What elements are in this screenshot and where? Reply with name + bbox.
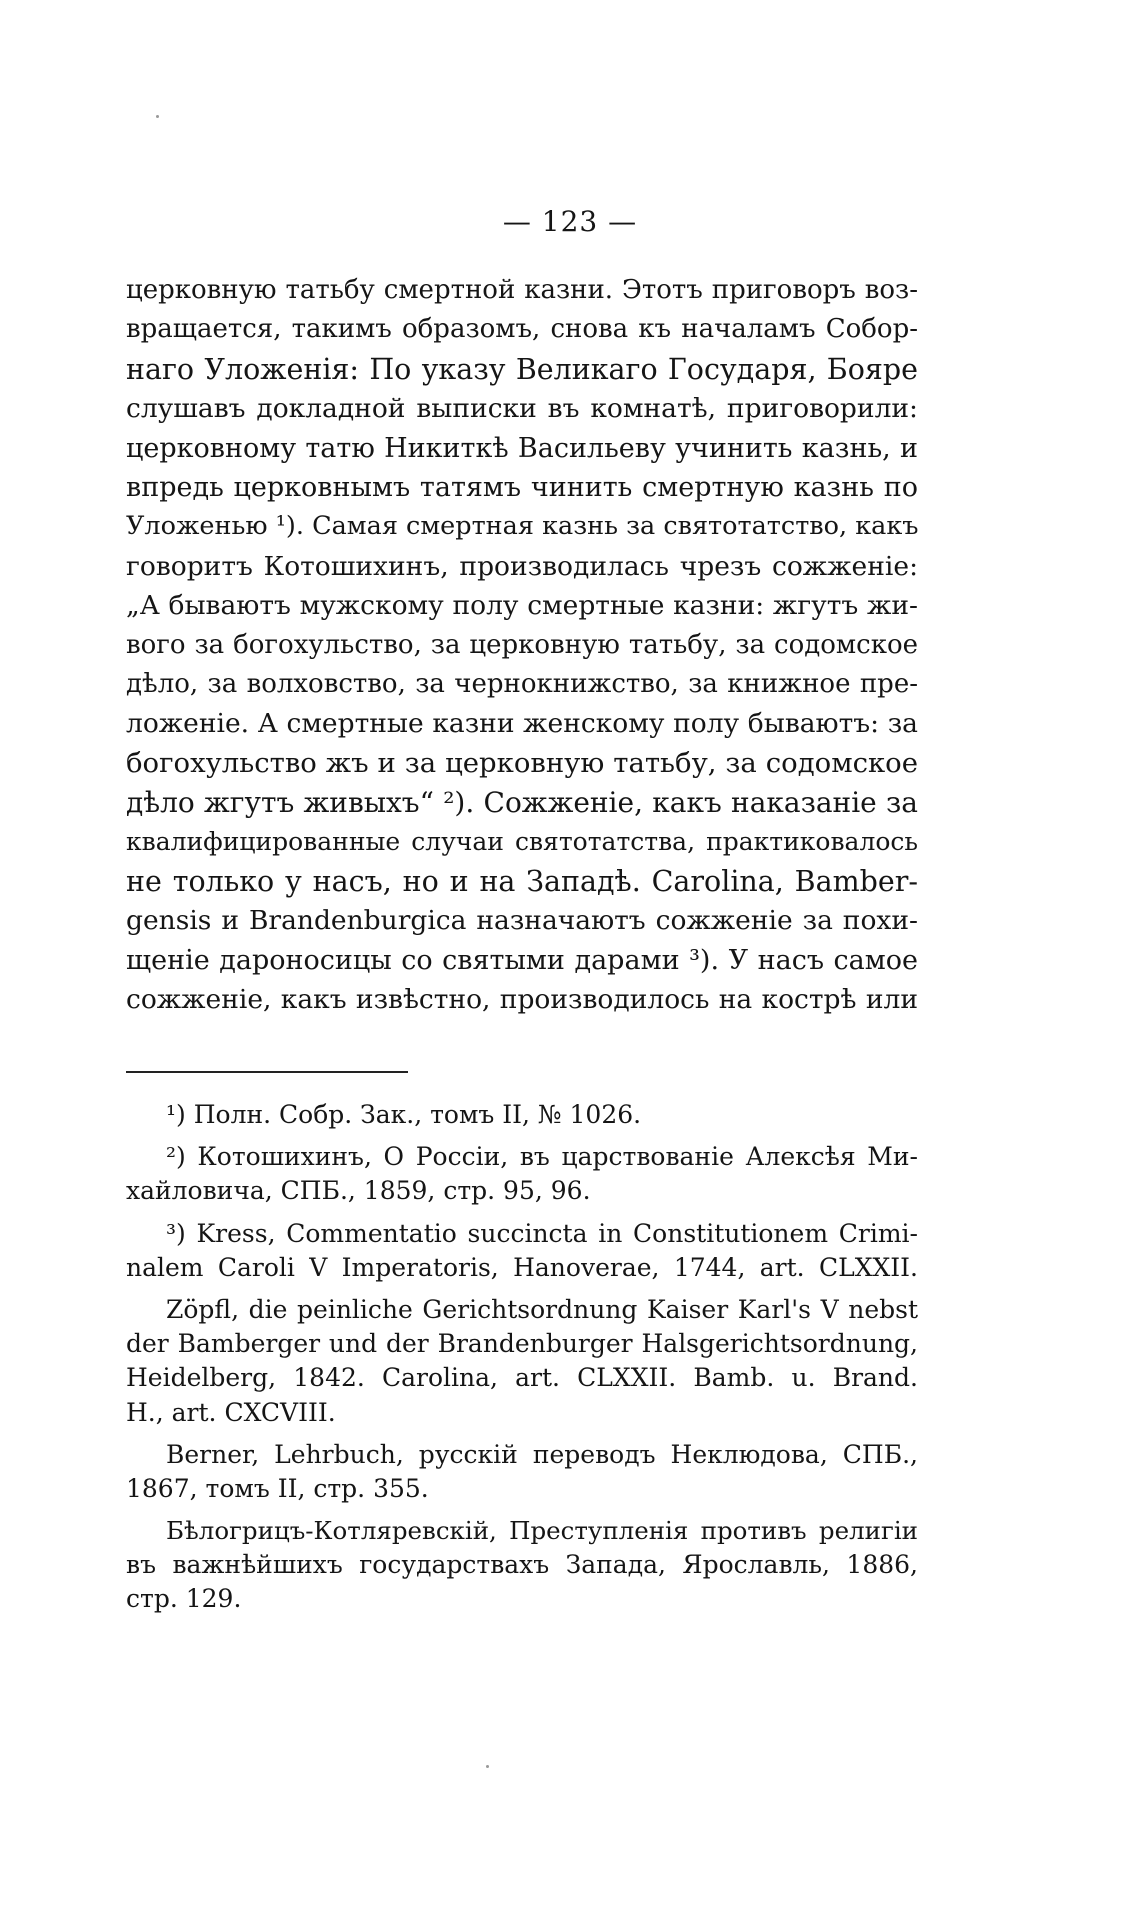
reference-belogrits-cont: въ важнѣйшихъ государствахъ Запада, Ярославль, 1886, — [126, 1550, 918, 1580]
text-line: дѣло, за волховство, за чернокнижство, за книжное пре- — [126, 668, 918, 699]
reference-zopfl: Zöpfl, die peinliche Gerichtsordnung Kaiser Karl's V nebst — [166, 1294, 918, 1324]
footnotes — [126, 1098, 918, 1617]
reference-zopfl-cont: der Bamberger und der Brandenburger Halsgerichtsordnung, — [126, 1329, 918, 1359]
text-line: вого за богохульство, за церковную татьбу, за содомское — [126, 629, 918, 660]
text-line: квалифицированные случаи святотатства, практиковалось — [126, 827, 918, 857]
reference-zopfl-cont: Heidelberg, 1842. Carolina, art. CLXXII. Bamb. u. Brand. — [126, 1363, 918, 1393]
text-line: „А бываютъ мужскому полу смертные казни: жгутъ жи- — [126, 590, 918, 622]
main-text — [126, 271, 918, 1019]
footnote-divider — [126, 1071, 408, 1073]
footnote-3: ³) Kress, Commentatio succincta in Constitutionem Crimi- — [166, 1218, 918, 1248]
text-line: щеніе дароносицы со святыми дарами ³). У насъ самое — [126, 944, 918, 976]
footnote-2: ²) Котошихинъ, О Россіи, въ царствованіе Алексѣя Ми- — [166, 1142, 918, 1172]
text-line: не только у насъ, но и на Западѣ. Carolina, Bamber- — [126, 864, 918, 898]
text-line: Уложенью ¹). Самая смертная казнь за святотатство, какъ — [126, 511, 919, 542]
reference-zopfl-cont: H., art. CXCVIII. — [126, 1397, 336, 1427]
reference-berner-cont: 1867, томъ II, стр. 355. — [126, 1473, 429, 1503]
text-line: gensis и Brandenburgica назначаютъ сожженіе за похи- — [126, 905, 918, 937]
text-line: впредь церковнымъ татямъ чинить смертную казнь по — [126, 471, 918, 503]
text-line: церковную татьбу смертной казни. Этотъ приговоръ воз- — [126, 275, 918, 305]
text-line: говоритъ Котошихинъ, производилась чрезъ сожженіе: — [126, 550, 918, 582]
text-line: слушавъ докладной выписки въ комнатѣ, приговорили: — [126, 393, 918, 425]
scan-speck — [486, 1765, 489, 1768]
reference-belogrits-cont: стр. 129. — [126, 1584, 242, 1614]
text-line: наго Уложенія: По указу Великаго Государя, Бояре — [126, 352, 918, 386]
text-line: ложеніе. А смертные казни женскому полу бываютъ: за — [126, 708, 918, 740]
text-line: сожженіе, какъ извѣстно, производилось на кострѣ или — [126, 984, 918, 1016]
text-line: дѣло жгутъ живыхъ“ ²). Сожженіе, какъ наказаніе за — [126, 786, 918, 820]
scan-speck — [156, 115, 159, 118]
reference-berner: Berner, Lehrbuch, русскій переводъ Неклюдова, СПБ., — [166, 1439, 918, 1469]
footnote-3-cont: nalem Caroli V Imperatoris, Hanoverae, 1744, art. CLXXII. — [126, 1252, 918, 1282]
text-line: богохульство жъ и за церковную татьбу, за содомское — [126, 746, 918, 779]
footnote-2-cont: хайловича, СПБ., 1859, стр. 95, 96. — [126, 1176, 591, 1206]
footnote-1: ¹) Полн. Собр. Зак., томъ II, № 1026. — [166, 1100, 642, 1129]
page-number: — 123 — — [502, 205, 638, 238]
text-line: вращается, такимъ образомъ, снова къ началамъ Собор- — [126, 314, 918, 345]
reference-belogrits: Бѣлогрицъ-Котляревскій, Преступленія противъ религіи — [166, 1516, 918, 1546]
text-line: церковному татю Никиткѣ Васильеву учинить казнь, и — [126, 432, 918, 464]
